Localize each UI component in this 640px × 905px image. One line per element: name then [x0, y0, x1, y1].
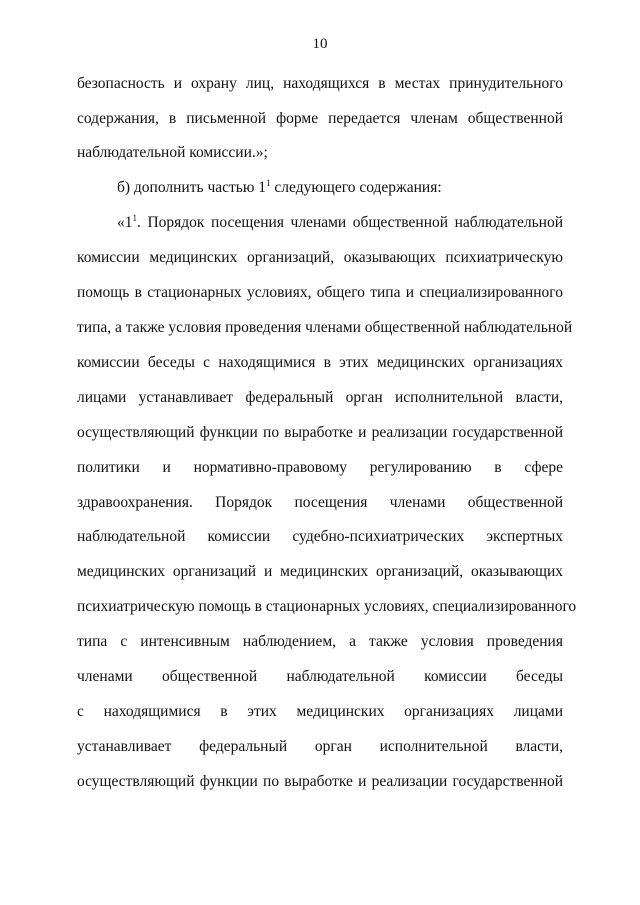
text-line: комиссии беседы с находящимися в этих медицинских организациях [77, 354, 563, 371]
text-line: с находящимися в этих медицинских организациях лицами [77, 703, 563, 720]
superscript: 1 [132, 213, 137, 223]
text-line: комиссии медицинских организаций, оказывающих психиатрическую [77, 249, 563, 266]
text-line: типа с интенсивным наблюдением, а также условия проведения [77, 633, 563, 650]
text-line: здравоохранения. Порядок посещения членами общественной [77, 494, 563, 511]
amendment-line [117, 178, 563, 198]
text-line: осуществляющий функции по выработке и реализации государственной [77, 424, 563, 441]
text-line: наблюдательной комиссии судебно-психиатрических экспертных [77, 528, 563, 545]
text-line: типа, а также условия проведения членами общественной наблюдательной [77, 319, 573, 336]
superscript: 1 [266, 178, 271, 188]
text-fragment: . Порядок посещения членами общественной наблюдательной [137, 214, 563, 231]
text-line: психиатрическую помощь в стационарных условиях, специализированного [77, 598, 577, 615]
text-line: безопасность и охрану лиц, находящихся в местах принудительного [77, 75, 563, 92]
text-line: лицами устанавливает федеральный орган исполнительной власти, [77, 389, 563, 406]
text-line [117, 213, 563, 233]
text-fragment: 1 [258, 179, 267, 196]
text-line: содержания, в письменной форме передается членам общественной [77, 110, 563, 127]
page-number: 10 [312, 36, 328, 52]
text-fragment: следующего содержания: [274, 179, 442, 196]
text-fragment: б) дополнить частью [117, 179, 255, 196]
text-line: устанавливает федеральный орган исполнительной власти, [77, 738, 563, 755]
text-fragment: «1 [117, 214, 133, 231]
text-line: членами общественной наблюдательной комиссии беседы [77, 668, 563, 685]
text-line: политики и нормативно-правовому регулированию в сфере [77, 459, 563, 476]
text-line: помощь в стационарных условиях, общего типа и специализированного [77, 284, 563, 301]
text-line: осуществляющий функции по выработке и реализации государственной [77, 773, 563, 790]
text-line: медицинских организаций и медицинских организаций, оказывающих [77, 563, 563, 580]
text-line: наблюдательной комиссии.»; [77, 144, 268, 161]
